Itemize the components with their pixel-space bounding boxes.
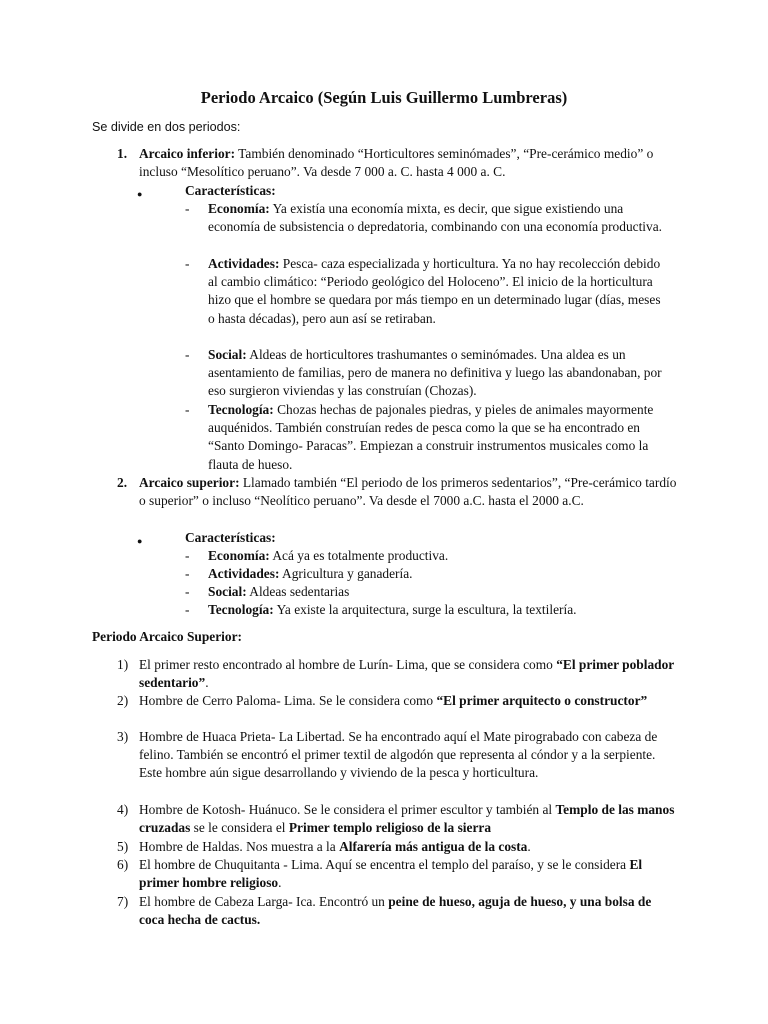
list-number: 1) [117, 657, 129, 672]
item-text: se le considera el [190, 820, 289, 836]
dash-icon: - [185, 548, 190, 563]
item-text: Ya existe la arquitectura, surge la escultura, la textilería. [273, 602, 577, 617]
list-item [139, 656, 679, 692]
item-bold: Alfarería más antigua de la costa [339, 839, 528, 854]
intro-text: Se divide en dos periodos: [92, 120, 241, 134]
item-text: . [205, 675, 209, 691]
item-label: Tecnología: [208, 402, 274, 417]
list-item [139, 856, 649, 892]
dash-icon: - [185, 347, 190, 362]
period-description [139, 474, 677, 510]
period-name: Arcaico inferior: [139, 146, 236, 161]
item-label: Economía: [208, 201, 270, 216]
item-label: Economía: [208, 548, 270, 563]
item-text: El primer resto encontrado al hombre de Lurín- Lima, que se considera como [139, 657, 557, 672]
item-text: Hombre de Huaca Prieta- La Libertad. Se ha encontrado aquí el Mate pirograbado con cabeza de felino. También se encontró el primer textil de algodón que representa al cóndor y a la serpiente. Este hombre aún sigue desarrollando y viviendo de la pesca y horticultura. [139, 729, 658, 781]
item-text: Ya existía una economía mixta, es decir, que sigue existiendo una economía de subsistencia o depredatoria, combinando con una economía productiva. [208, 201, 663, 235]
list-item [139, 728, 679, 783]
item-text: Hombre de Haldas. Nos muestra a la [139, 839, 340, 854]
item-text: Aldeas sedentarias [246, 584, 350, 599]
item-text: El hombre de Cabeza Larga- Ica. Encontró un [139, 894, 389, 909]
item-bold: El primer hombre religioso [139, 857, 643, 891]
period-desc: Llamado también “El periodo de los primeros sedentarios”, “Pre-cerámico tardío o superior” o incluso “Neolítico peruano”. Va desde el 7000 a.C. hasta el 2000 a.C. [139, 475, 677, 509]
period-desc: También denominado “Horticultores seminómades”, “Pre-cerámico medio” o incluso “Mesolítico peruano”. Va desde 7 000 a. C. hasta 4 000 a. C. [139, 146, 654, 180]
item-bold: peine de hueso, aguja de hueso, y una bolsa de coca hecha de cactus. [139, 894, 652, 928]
item-label: Actividades: [208, 566, 280, 581]
item-text: Pesca- caza especializada y horticultura. Ya no hay recolección debido al cambio climático: “Periodo geológico del Holoceno”. El inicio de la horticultura hizo que el hombre se quedara por más tiempo en un determinado lugar (días, meses o hasta décadas), pero aun así se retiraban. [208, 256, 661, 326]
item-text: Agricultura y ganadería. [279, 566, 413, 581]
list-number: 7) [117, 894, 129, 909]
dash-icon: - [185, 566, 190, 581]
characteristics-label: Características: [185, 530, 276, 545]
item-text: El hombre de Chuquitanta - Lima. Aquí se encentra el templo del paraíso, y se le considera [139, 857, 630, 872]
list-number: 6) [117, 857, 129, 872]
dash-icon: - [185, 602, 190, 617]
item-label: Social: [208, 347, 247, 362]
list-item [208, 255, 670, 328]
item-label: Actividades: [208, 256, 280, 271]
list-item [208, 583, 678, 601]
item-bold: “El primer arquitecto o constructor” [436, 693, 648, 708]
item-text: Acá ya es totalmente productiva. [269, 548, 449, 563]
item-text: Chozas hechas de pajonales piedras, y pieles de animales mayormente auquénidos. También construían redes de pesca como la que se ha encontrado en “Santo Domingo- Paracas”. Empiezan a construir instrumentos musicales como la flauta de hueso. [208, 402, 654, 472]
list-item [208, 401, 678, 474]
characteristics-label: Características: [185, 183, 276, 198]
list-number: 2) [117, 693, 129, 708]
list-item [208, 601, 678, 619]
item-bold: Templo de las manos cruzadas [139, 802, 675, 836]
item-text: . [527, 839, 531, 854]
item-label: Social: [208, 584, 247, 599]
section-heading: Periodo Arcaico Superior: [92, 629, 242, 644]
list-item [139, 692, 649, 710]
period-number: 2. [117, 475, 128, 490]
dash-icon: - [185, 402, 190, 417]
item-text: Hombre de Kotosh- Huánuco. Se le considera el primer escultor y también al [139, 802, 556, 817]
item-bold: Primer templo religioso de la sierra [288, 820, 492, 836]
bullet-icon: ● [137, 189, 143, 199]
item-text: . [278, 875, 282, 891]
list-item [208, 346, 678, 401]
item-label: Tecnología: [208, 602, 274, 617]
bullet-icon: ● [137, 536, 143, 546]
list-item [208, 200, 678, 236]
period-description [139, 145, 677, 181]
list-number: 4) [117, 802, 129, 817]
item-text: Aldeas de horticultores trashumantes o seminómades. Una aldea es un asentamiento de familias, pero de manera no definitiva y luego las abandonaban, por eso surgieron viviendas y las construían (Chozas). [208, 347, 662, 399]
list-item [139, 838, 679, 856]
period-number: 1. [117, 146, 128, 161]
dash-icon: - [185, 256, 190, 271]
dash-icon: - [185, 201, 190, 216]
item-bold: “El primer poblador sedentario” [139, 657, 675, 691]
list-item [139, 893, 679, 929]
item-text: Hombre de Cerro Paloma- Lima. Se le considera como [139, 693, 437, 708]
list-item [139, 801, 679, 837]
list-item [208, 547, 678, 565]
list-number: 3) [117, 729, 129, 744]
list-item [208, 565, 678, 583]
page-title: Periodo Arcaico (Según Luis Guillermo Lumbreras) [200, 88, 568, 107]
list-number: 5) [117, 839, 129, 854]
dash-icon: - [185, 584, 190, 599]
period-name: Arcaico superior: [139, 475, 240, 490]
